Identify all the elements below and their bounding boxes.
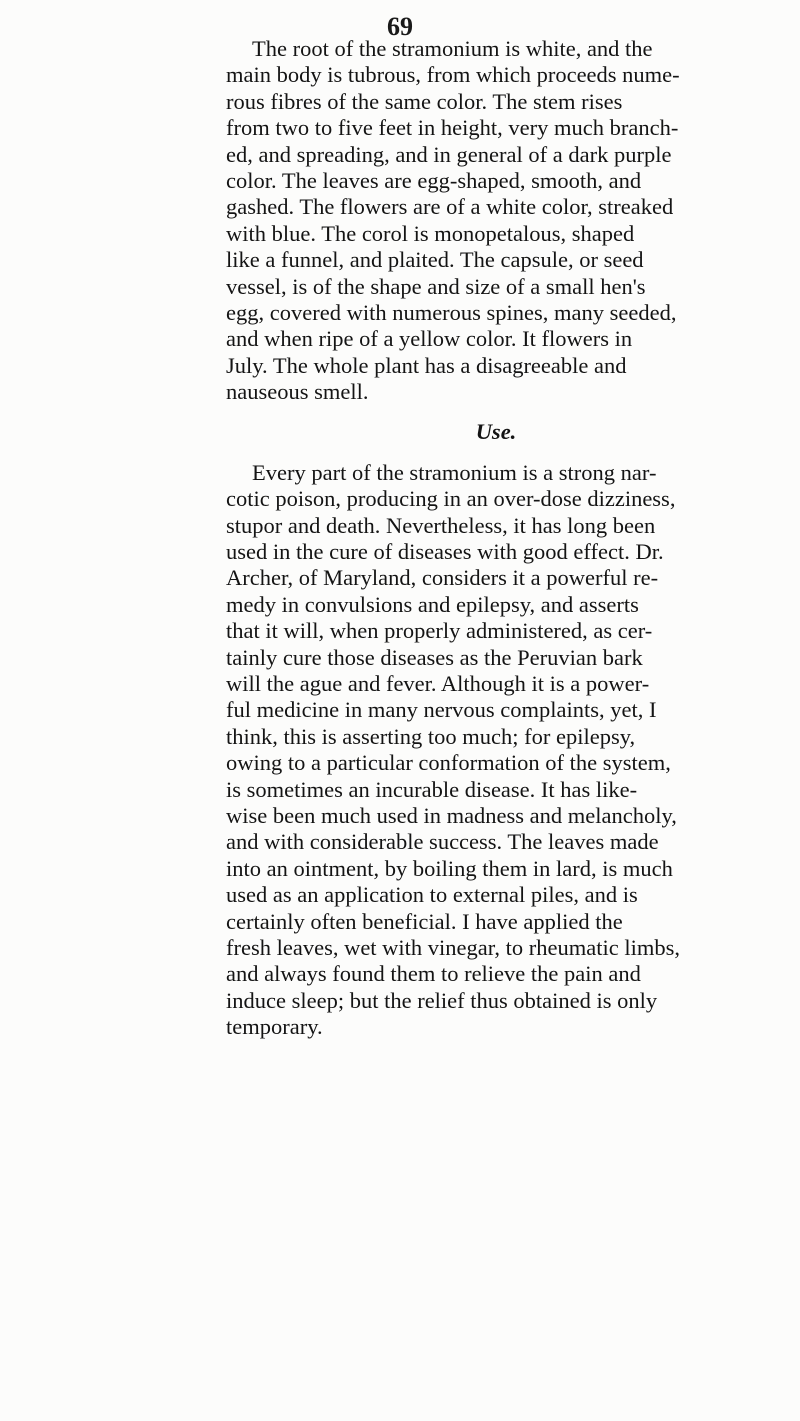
- text-line: nauseous smell.: [226, 379, 369, 405]
- text-line: ful medicine in many nervous complaints, yet, I: [226, 697, 657, 723]
- text-line: Archer, of Maryland, considers it a powerful re-: [226, 565, 659, 591]
- text-line: that it will, when properly administered, as cer-: [226, 618, 653, 644]
- text-line: will the ague and fever. Although it is a power-: [226, 670, 650, 696]
- text-line: egg, covered with numerous spines, many seeded,: [226, 299, 677, 325]
- text-line: gashed. The flowers are of a white color, streaked: [226, 194, 674, 220]
- page-number: 69: [387, 12, 413, 41]
- text-line: with blue. The corol is monopetalous, shaped: [226, 220, 635, 246]
- spacer: [226, 405, 800, 419]
- text-line: used as an application to external piles, and is: [226, 882, 638, 908]
- text-line: cotic poison, producing in an over-dose dizziness,: [226, 486, 676, 512]
- use-paragraph: [226, 460, 800, 1041]
- text-line: and always found them to relieve the pain and: [226, 961, 641, 987]
- text-line: main body is tubrous, from which proceeds nume-: [226, 62, 680, 88]
- text-line: and when ripe of a yellow color. It flowers in: [226, 326, 633, 352]
- spacer: [226, 446, 800, 460]
- text-line: The root of the stramonium is white, and the: [252, 36, 653, 61]
- text-line: fresh leaves, wet with vinegar, to rheumatic limbs,: [226, 934, 680, 960]
- text-line: July. The whole plant has a disagreeable and: [226, 352, 627, 378]
- section-heading-use: Use.: [475, 419, 517, 445]
- text-line: think, this is asserting too much; for epilepsy,: [226, 723, 636, 749]
- text-line: wise been much used in madness and melancholy,: [226, 802, 677, 828]
- text-line: vessel, is of the shape and size of a small hen's: [226, 273, 646, 299]
- text-line: Every part of the stramonium is a strong nar-: [252, 459, 657, 485]
- text-line: like a funnel, and plaited. The capsule, or seed: [226, 247, 644, 273]
- text-line: certainly often beneficial. I have applied the: [226, 908, 623, 934]
- text-line: and with considerable success. The leaves made: [226, 829, 659, 855]
- text-line: is sometimes an incurable disease. It has like-: [226, 776, 638, 802]
- text-line: ed, and spreading, and in general of a dark purple: [226, 141, 672, 167]
- text-line: into an ointment, by boiling them in lard, is much: [226, 855, 673, 881]
- text-line: tainly cure those diseases as the Peruvian bark: [226, 644, 643, 670]
- text-line: used in the cure of diseases with good effect. Dr.: [226, 539, 664, 565]
- text-line: medy in convulsions and epilepsy, and asserts: [226, 591, 639, 617]
- text-line: from two to five feet in height, very much branch-: [226, 115, 679, 141]
- text-line: stupor and death. Nevertheless, it has long been: [226, 512, 656, 538]
- text-line: color. The leaves are egg-shaped, smooth, and: [226, 167, 642, 193]
- text-line: owing to a particular conformation of the system,: [226, 750, 671, 776]
- text-line: rous fibres of the same color. The stem rises: [226, 88, 623, 114]
- text-line: temporary.: [226, 1014, 323, 1040]
- page-text: [226, 36, 800, 1040]
- text-line: induce sleep; but the relief thus obtained is only: [226, 987, 658, 1013]
- description-paragraph: [226, 36, 800, 405]
